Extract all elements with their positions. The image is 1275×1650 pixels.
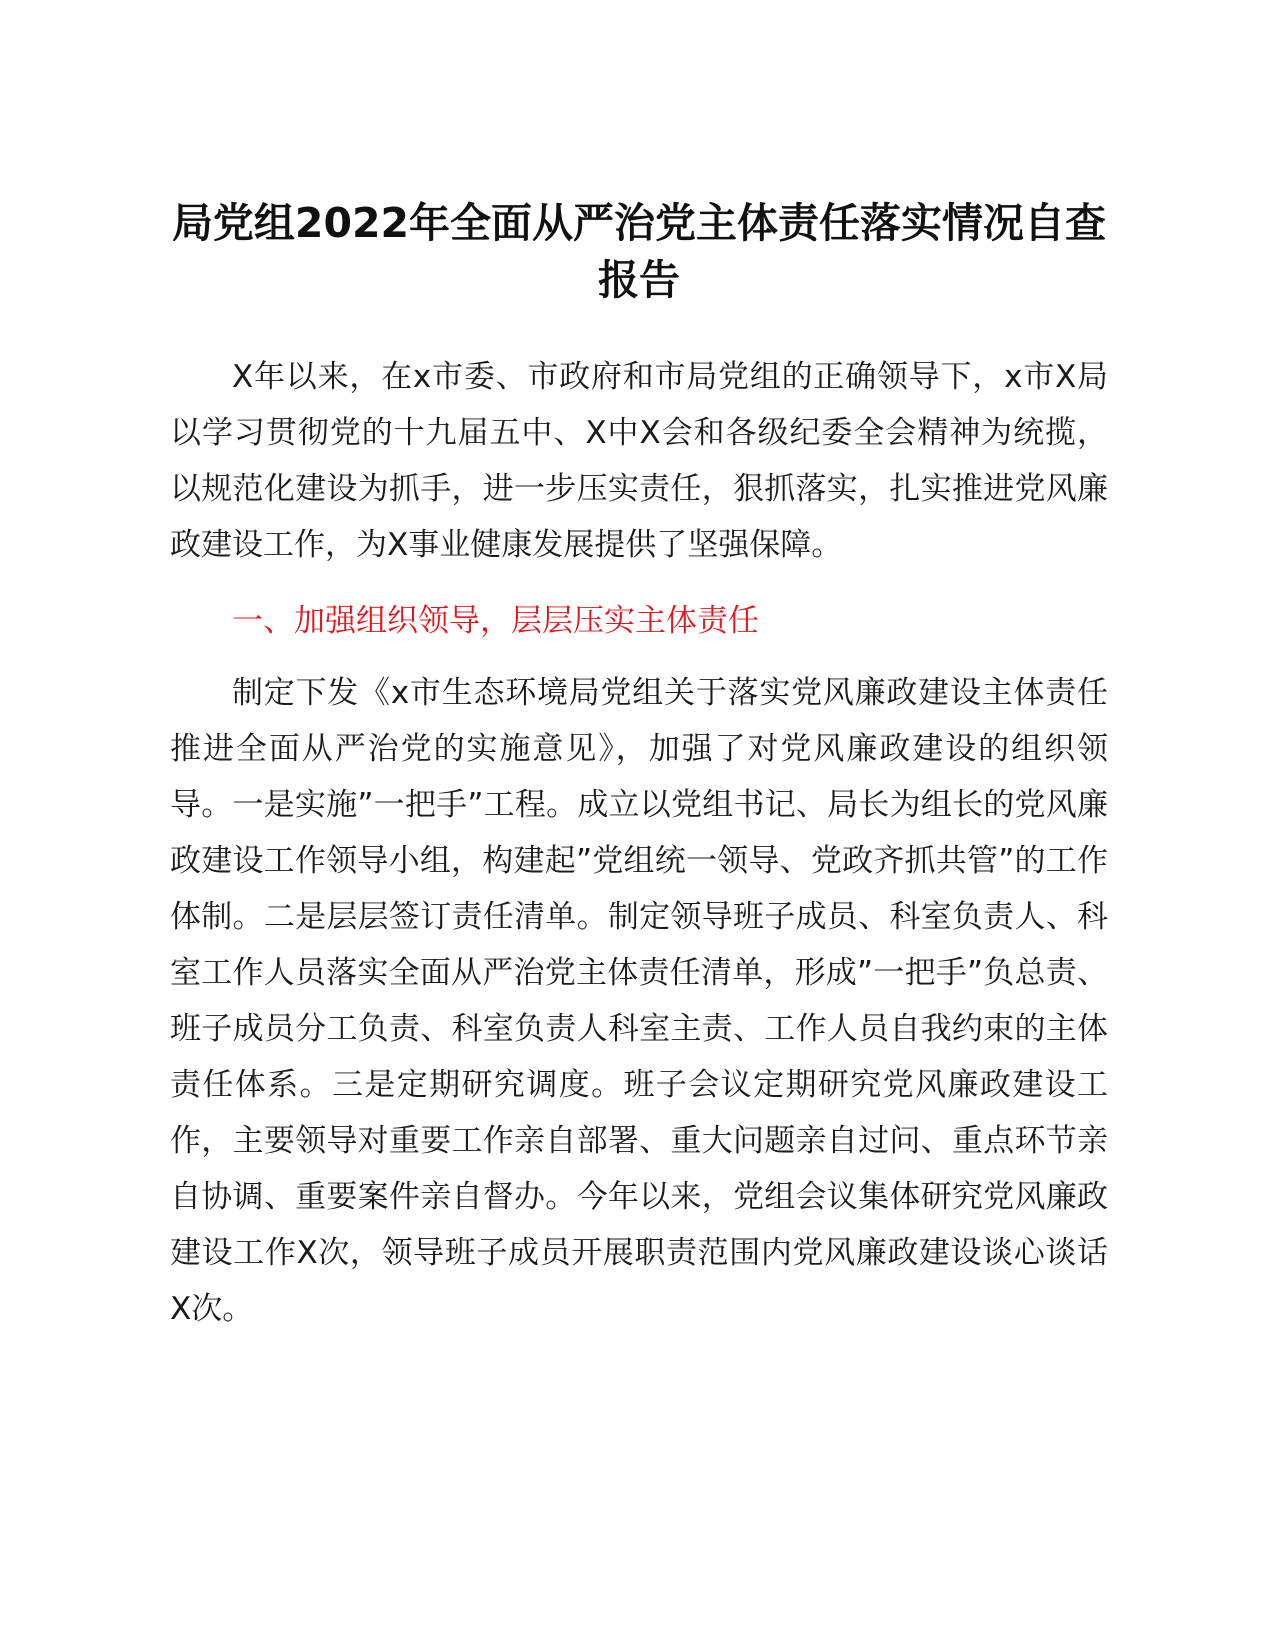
document-content <box>170 195 1108 1337</box>
intro-paragraph: X年以来，在x市委、市政府和市局党组的正确领导下，x市X局以学习贯彻党的十九届五中、X中X会和各级纪委全会精神为统揽，以规范化建设为抓手，进一步压实责任，狠抓落实，扎实推进党风廉政建设工作，为X事业健康发展提供了坚强保障。 <box>170 359 1108 563</box>
section-1-heading: 一、加强组织领导，层层压实主体责任 <box>232 603 759 639</box>
document-title: 局党组2022年全面从严治党主体责任落实情况自查报告 <box>171 199 1107 304</box>
section-1-paragraph: 制定下发《x市生态环境局党组关于落实党风廉政建设主体责任推进全面从严治党的实施意见》，加强了对党风廉政建设的组织领导。一是实施”一把手”工程。成立以党组书记、局长为组长的党风廉政建设工作领导小组，构建起”党组统一领导、党政齐抓共管”的工作体制。二是层层签订责任清单。制定领导班子成员、科室负责人、科室工作人员落实全面从严治党主体责任清单，形成”一把手”负总责、班子成员分工负责、科室负责人科室主责、工作人员自我约束的主体责任体系。三是定期研究调度。班子会议定期研究党风廉政建设工作，主要领导对重要工作亲自部署、重大问题亲自过问、重点环节亲自协调、重要案件亲自督办。今年以来，党组会议集体研究党风廉政建设工作X次，领导班子成员开展职责范围内党风廉政建设谈心谈话X次。 <box>170 675 1108 1327</box>
